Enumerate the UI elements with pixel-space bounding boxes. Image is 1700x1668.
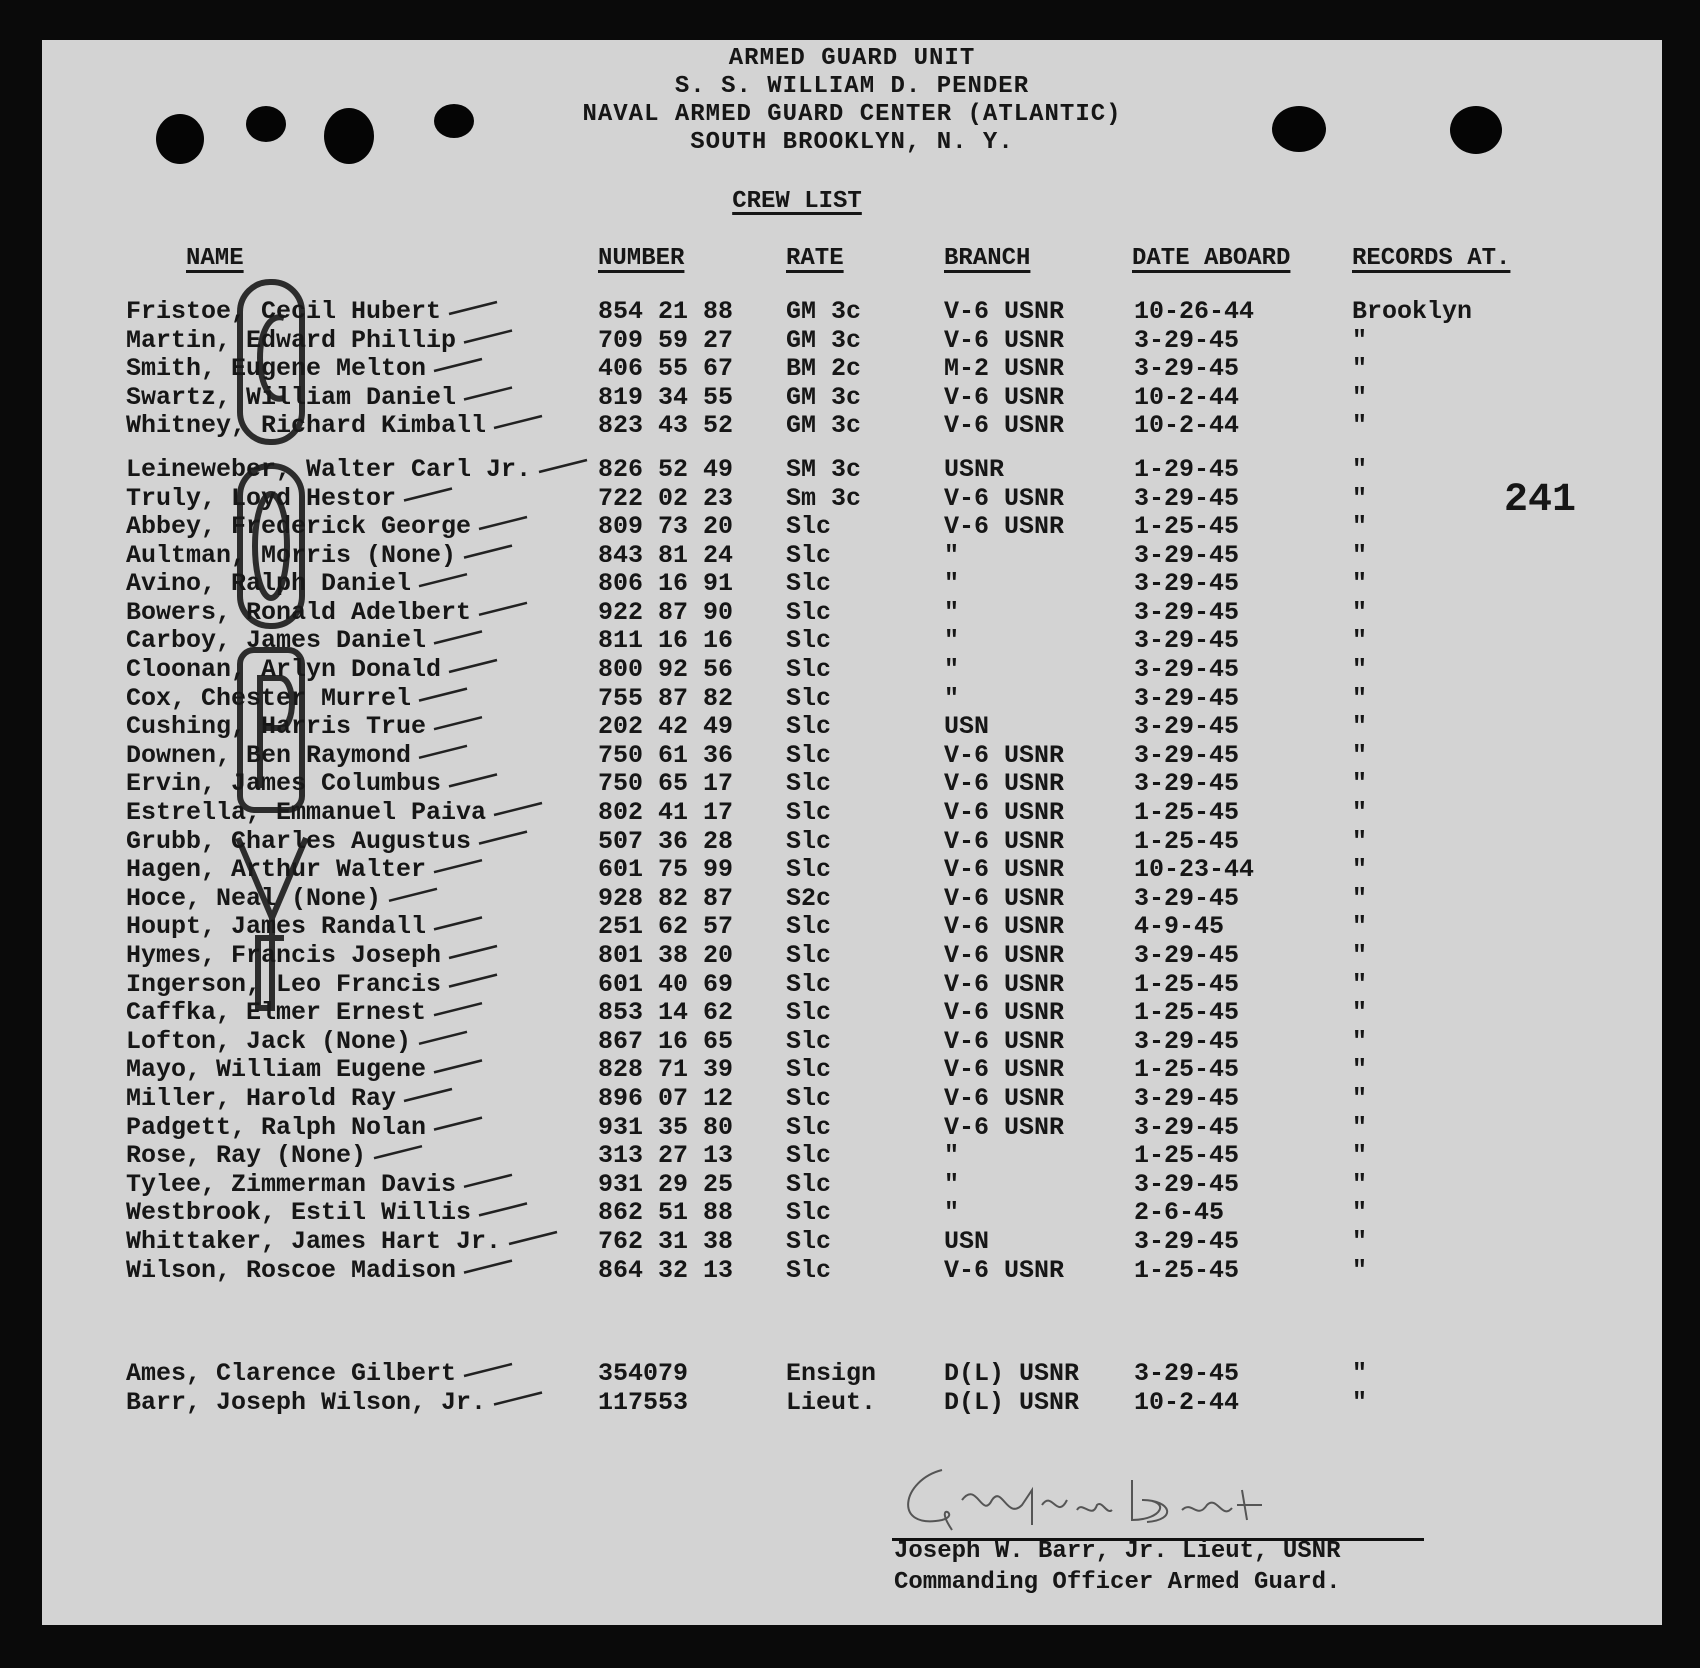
crew-branch: V-6 USNR [944, 1255, 1065, 1285]
crew-date-aboard: 10-23-44 [1134, 855, 1255, 885]
crew-name: Lofton, Jack (None) [126, 1026, 412, 1056]
crew-number: 843 81 24 [598, 540, 734, 570]
crew-branch: V-6 USNR [944, 411, 1065, 440]
crew-name: Padgett, Ralph Nolan [126, 1112, 427, 1142]
crew-records-at: " [1352, 483, 1368, 513]
crew-date-aboard: 3-29-45 [1134, 597, 1240, 627]
crew-date-aboard: 3-29-45 [1134, 712, 1240, 742]
crew-records-at: " [1352, 1084, 1368, 1113]
crew-number: 896 07 12 [598, 1084, 734, 1113]
crew-branch: V-6 USNR [944, 382, 1065, 412]
crew-branch: USN [944, 712, 990, 742]
crew-name: Rose, Ray (None) [126, 1141, 367, 1171]
crew-date-aboard: 3-29-45 [1134, 1359, 1240, 1388]
check-mark [464, 1364, 512, 1376]
check-mark [509, 1232, 557, 1244]
crew-rate: Sm 3c [786, 483, 862, 513]
crew-branch: V-6 USNR [944, 826, 1065, 856]
crew-name: Aultman, Morris (None) [126, 540, 457, 570]
check-mark [449, 946, 497, 958]
crew-branch: V-6 USNR [944, 798, 1065, 827]
crew-records-at: " [1352, 540, 1368, 570]
crew-records-at: " [1352, 1141, 1368, 1171]
crew-name: Houpt, James Randall [126, 912, 427, 942]
crew-rate: S2c [786, 883, 832, 913]
crew-number: 507 36 28 [598, 826, 734, 856]
crew-records-at: " [1352, 1198, 1368, 1228]
crew-number: 922 87 90 [598, 597, 734, 627]
crew-date-aboard: 2-6-45 [1134, 1198, 1225, 1228]
crew-name: Wilson, Roscoe Madison [126, 1255, 457, 1285]
crew-records-at: " [1352, 826, 1368, 856]
crew-number: 931 35 80 [598, 1112, 734, 1142]
crew-name: Grubb, Charles Augustus [126, 826, 472, 856]
handwritten-signature [882, 1460, 1302, 1540]
crew-branch: V-6 USNR [944, 740, 1065, 770]
crew-number: 828 71 39 [598, 1055, 734, 1085]
crew-name: Barr, Joseph Wilson, Jr. [126, 1387, 487, 1417]
check-mark [464, 1175, 512, 1187]
crew-branch: V-6 USNR [944, 1026, 1065, 1056]
column-header-number: NUMBER [598, 245, 685, 272]
crew-rate: Slc [786, 1055, 832, 1085]
crew-rate: Slc [786, 1141, 832, 1171]
crew-records-at: " [1352, 1112, 1368, 1142]
crew-name: Leineweber, Walter Carl Jr. [126, 455, 532, 484]
crew-records-at: " [1352, 569, 1368, 599]
crew-date-aboard: 1-25-45 [1134, 826, 1240, 856]
crew-number: 864 32 13 [598, 1255, 734, 1285]
crew-rate: GM 3c [786, 382, 862, 412]
page-number: 241 [1504, 478, 1577, 523]
crew-number: 750 65 17 [598, 769, 734, 799]
crew-name: Ingerson, Leo Francis [126, 969, 442, 999]
stamp-letter-o-outline [240, 466, 302, 626]
crew-records-at: " [1352, 941, 1368, 970]
crew-branch: " [944, 1198, 960, 1228]
crew-date-aboard: 4-9-45 [1134, 912, 1225, 942]
crew-number: 867 16 65 [598, 1026, 734, 1056]
crew-name: Cushing, Harris True [126, 712, 427, 742]
crew-branch: " [944, 540, 960, 570]
crew-records-at: " [1352, 1359, 1368, 1388]
crew-rate: Slc [786, 740, 832, 770]
crew-records-at: " [1352, 883, 1368, 913]
crew-records-at: " [1352, 411, 1368, 440]
crew-records-at: " [1352, 382, 1368, 412]
crew-records-at: Brooklyn [1352, 297, 1473, 326]
crew-number: 862 51 88 [598, 1198, 734, 1228]
signature-name: Joseph W. Barr, Jr. Lieut, USNR [894, 1538, 1341, 1565]
check-mark [419, 1032, 467, 1044]
crew-number: 811 16 16 [598, 626, 734, 656]
column-header-branch: BRANCH [944, 245, 1031, 272]
crew-date-aboard: 1-25-45 [1134, 969, 1240, 999]
crew-branch: V-6 USNR [944, 883, 1065, 913]
check-mark [449, 975, 497, 987]
crew-number: 601 40 69 [598, 969, 734, 999]
crew-date-aboard: 1-25-45 [1134, 1255, 1240, 1285]
crew-name: Hagen, Arthur Walter [126, 855, 427, 885]
crew-records-at: " [1352, 1227, 1368, 1256]
crew-rate: Slc [786, 626, 832, 656]
crew-date-aboard: 1-25-45 [1134, 998, 1240, 1028]
check-mark [494, 416, 542, 428]
crew-name: Cloonan, Arlyn Donald [126, 655, 442, 684]
stamp-letter-p [260, 678, 292, 788]
crew-date-aboard: 3-29-45 [1134, 483, 1240, 513]
crew-rate: Slc [786, 712, 832, 742]
crew-branch: V-6 USNR [944, 1084, 1065, 1113]
crew-branch: V-6 USNR [944, 941, 1065, 970]
crew-date-aboard: 1-25-45 [1134, 512, 1240, 541]
crew-rate: Slc [786, 683, 832, 713]
crew-number: 801 38 20 [598, 941, 734, 970]
crew-date-aboard: 3-29-45 [1134, 1026, 1240, 1056]
crew-date-aboard: 1-25-45 [1134, 1055, 1240, 1085]
crew-rate: Slc [786, 1112, 832, 1142]
crew-date-aboard: 3-29-45 [1134, 540, 1240, 570]
crew-number: 117553 [598, 1387, 689, 1417]
crew-records-at: " [1352, 712, 1368, 742]
crew-branch: " [944, 1169, 960, 1199]
check-mark [464, 1261, 512, 1273]
crew-date-aboard: 3-29-45 [1134, 1112, 1240, 1142]
crew-branch: V-6 USNR [944, 483, 1065, 513]
crew-number: 802 41 17 [598, 798, 734, 827]
crew-records-at: " [1352, 1387, 1368, 1417]
crew-name: Fristoe, Cecil Hubert [126, 297, 442, 326]
stamp-letter-y [238, 838, 306, 1008]
crew-date-aboard: 3-29-45 [1134, 683, 1240, 713]
crew-branch: V-6 USNR [944, 855, 1065, 885]
crew-date-aboard: 3-29-45 [1134, 1084, 1240, 1113]
crew-rate: Slc [786, 1026, 832, 1056]
check-mark [464, 331, 512, 343]
crew-number: 762 31 38 [598, 1227, 734, 1256]
crew-records-at: " [1352, 998, 1368, 1028]
crew-branch: " [944, 655, 960, 684]
crew-number: 854 21 88 [598, 297, 734, 326]
crew-name: Swartz, William Daniel [126, 382, 457, 412]
check-mark [539, 460, 587, 472]
crew-records-at: " [1352, 455, 1368, 484]
crew-branch: V-6 USNR [944, 325, 1065, 355]
crew-branch: M-2 USNR [944, 354, 1065, 383]
crew-date-aboard: 3-29-45 [1134, 569, 1240, 599]
crew-name: Abbey, Frederick George [126, 512, 472, 541]
crew-records-at: " [1352, 912, 1368, 942]
crew-records-at: " [1352, 969, 1368, 999]
crew-number: 354079 [598, 1359, 689, 1388]
crew-number: 806 16 91 [598, 569, 734, 599]
crew-branch: " [944, 569, 960, 599]
crew-number: 826 52 49 [598, 455, 734, 484]
crew-records-at: " [1352, 798, 1368, 827]
crew-name: Miller, Harold Ray [126, 1084, 397, 1113]
check-mark [494, 803, 542, 815]
crew-rate: Lieut. [786, 1387, 877, 1417]
crew-date-aboard: 3-29-45 [1134, 740, 1240, 770]
check-mark [449, 660, 497, 672]
crew-rate: Slc [786, 941, 832, 970]
crew-name: Hymes, Francis Joseph [126, 941, 442, 970]
page-title: CREW LIST [732, 188, 862, 215]
signature-block [894, 1536, 1340, 1598]
crew-name: Ames, Clarence Gilbert [126, 1359, 457, 1388]
crew-name: Ervin, James Columbus [126, 769, 442, 799]
crew-date-aboard: 10-26-44 [1134, 297, 1255, 326]
crew-rate: Ensign [786, 1359, 877, 1388]
crew-records-at: " [1352, 855, 1368, 885]
crew-branch: " [944, 1141, 960, 1171]
crew-number: 313 27 13 [598, 1141, 734, 1171]
check-mark [449, 302, 497, 314]
check-mark [374, 1146, 422, 1158]
check-mark [434, 1060, 482, 1072]
crew-rate: Slc [786, 540, 832, 570]
check-mark [434, 860, 482, 872]
check-mark [389, 889, 437, 901]
crew-number: 406 55 67 [598, 354, 734, 383]
crew-date-aboard: 1-25-45 [1134, 1141, 1240, 1171]
crew-number: 931 29 25 [598, 1169, 734, 1199]
check-mark [404, 1089, 452, 1101]
check-mark [434, 631, 482, 643]
crew-date-aboard: 3-29-45 [1134, 626, 1240, 656]
crew-rate: GM 3c [786, 325, 862, 355]
crew-branch: D(L) USNR [944, 1359, 1080, 1388]
check-mark [434, 1118, 482, 1130]
crew-branch: USNR [944, 455, 1005, 484]
crew-name: Hoce, Neal (None) [126, 883, 382, 913]
check-mark [434, 1003, 482, 1015]
crew-name: Estrella, Emmanuel Paiva [126, 798, 487, 827]
column-header-rate: RATE [786, 245, 844, 272]
column-header-name: NAME [186, 245, 244, 272]
crew-name: Smith, Eugene Melton [126, 354, 427, 383]
crew-date-aboard: 1-29-45 [1134, 455, 1240, 484]
crew-number: 928 82 87 [598, 883, 734, 913]
crew-branch: USN [944, 1227, 990, 1256]
check-mark [464, 388, 512, 400]
crew-rate: BM 2c [786, 354, 862, 383]
crew-name: Carboy, James Daniel [126, 626, 427, 656]
crew-branch: V-6 USNR [944, 1055, 1065, 1085]
crew-rate: Slc [786, 1169, 832, 1199]
crew-records-at: " [1352, 1055, 1368, 1085]
crew-branch: V-6 USNR [944, 969, 1065, 999]
crew-rate: Slc [786, 512, 832, 541]
document-page [42, 40, 1662, 1625]
crew-date-aboard: 3-29-45 [1134, 655, 1240, 684]
crew-number: 853 14 62 [598, 998, 734, 1028]
crew-name: Westbrook, Estil Willis [126, 1198, 472, 1228]
check-mark [419, 689, 467, 701]
crew-rate: Slc [786, 1227, 832, 1256]
crew-records-at: " [1352, 683, 1368, 713]
crew-number: 251 62 57 [598, 912, 734, 942]
crew-records-at: " [1352, 325, 1368, 355]
crew-rate: SM 3c [786, 455, 862, 484]
header-ship: S. S. WILLIAM D. PENDER [674, 73, 1030, 100]
check-mark [479, 517, 527, 529]
crew-name: Martin, Edward Phillip [126, 325, 457, 355]
crew-records-at: " [1352, 626, 1368, 656]
crew-number: 809 73 20 [598, 512, 734, 541]
crew-date-aboard: 3-29-45 [1134, 883, 1240, 913]
crew-name: Whittaker, James Hart Jr. [126, 1227, 502, 1256]
crew-rate: GM 3c [786, 297, 862, 326]
check-mark [434, 359, 482, 371]
check-mark [479, 832, 527, 844]
crew-branch: V-6 USNR [944, 512, 1065, 541]
crew-number: 722 02 23 [598, 483, 734, 513]
crew-records-at: " [1352, 597, 1368, 627]
crew-rate: Slc [786, 597, 832, 627]
crew-records-at: " [1352, 512, 1368, 541]
stamp-letter-c-outline [240, 282, 302, 442]
crew-records-at: " [1352, 1169, 1368, 1199]
crew-rate: Slc [786, 912, 832, 942]
crew-date-aboard: 1-25-45 [1134, 798, 1240, 827]
check-mark [464, 546, 512, 558]
crew-records-at: " [1352, 740, 1368, 770]
crew-rate: Slc [786, 1084, 832, 1113]
crew-name: Bowers, Ronald Adelbert [126, 597, 472, 627]
header-unit: ARMED GUARD UNIT [728, 45, 976, 72]
check-mark [419, 574, 467, 586]
crew-name: Mayo, William Eugene [126, 1055, 427, 1085]
check-mark [419, 746, 467, 758]
crew-name: Cox, Chester Murrel [126, 683, 412, 713]
crew-records-at: " [1352, 1255, 1368, 1285]
crew-date-aboard: 3-29-45 [1134, 769, 1240, 799]
crew-rate: Slc [786, 655, 832, 684]
check-mark [494, 1393, 542, 1405]
crew-name: Tylee, Zimmerman Davis [126, 1169, 457, 1199]
header-location: SOUTH BROOKLYN, N. Y. [690, 129, 1014, 156]
crew-records-at: " [1352, 769, 1368, 799]
crew-branch: V-6 USNR [944, 912, 1065, 942]
column-header-records: RECORDS AT. [1352, 245, 1511, 272]
crew-rate: Slc [786, 969, 832, 999]
crew-rate: Slc [786, 998, 832, 1028]
crew-date-aboard: 10-2-44 [1134, 1387, 1240, 1417]
crew-date-aboard: 3-29-45 [1134, 941, 1240, 970]
crew-branch: " [944, 626, 960, 656]
header-center: NAVAL ARMED GUARD CENTER (ATLANTIC) [582, 101, 1122, 128]
crew-rate: Slc [786, 569, 832, 599]
crew-branch: V-6 USNR [944, 297, 1065, 326]
crew-date-aboard: 3-29-45 [1134, 1169, 1240, 1199]
check-mark [479, 1203, 527, 1215]
crew-number: 800 92 56 [598, 655, 734, 684]
crew-branch: " [944, 597, 960, 627]
crew-records-at: " [1352, 354, 1368, 383]
stamp-letter-c [260, 317, 284, 398]
crew-number: 601 75 99 [598, 855, 734, 885]
crew-date-aboard: 3-29-45 [1134, 354, 1240, 383]
crew-branch: " [944, 683, 960, 713]
crew-rate: Slc [786, 1255, 832, 1285]
crew-number: 755 87 82 [598, 683, 734, 713]
crew-rate: Slc [786, 855, 832, 885]
crew-branch: V-6 USNR [944, 769, 1065, 799]
crew-number: 819 34 55 [598, 382, 734, 412]
check-mark [434, 917, 482, 929]
crew-rate: Slc [786, 826, 832, 856]
stamp-letter-o [255, 494, 287, 598]
crew-name: Truly, Loyd Hestor [126, 483, 397, 513]
crew-records-at: " [1352, 655, 1368, 684]
crew-rate: Slc [786, 769, 832, 799]
check-mark [449, 774, 497, 786]
crew-branch: V-6 USNR [944, 1112, 1065, 1142]
crew-number: 750 61 36 [598, 740, 734, 770]
check-mark [434, 717, 482, 729]
crew-name: Downen, Ben Raymond [126, 740, 412, 770]
crew-number: 823 43 52 [598, 411, 734, 440]
column-header-date: DATE ABOARD [1132, 245, 1291, 272]
crew-rate: GM 3c [786, 411, 862, 440]
crew-date-aboard: 3-29-45 [1134, 325, 1240, 355]
crew-branch: D(L) USNR [944, 1387, 1080, 1417]
crew-date-aboard: 3-29-45 [1134, 1227, 1240, 1256]
crew-rate: Slc [786, 1198, 832, 1228]
signature-title: Commanding Officer Armed Guard. [894, 1569, 1341, 1596]
check-mark [479, 603, 527, 615]
check-mark [404, 489, 452, 501]
crew-name: Caffka, Elmer Ernest [126, 998, 427, 1028]
crew-rate: Slc [786, 798, 832, 827]
crew-records-at: " [1352, 1026, 1368, 1056]
copy-stamp [232, 278, 342, 1018]
crew-number: 709 59 27 [598, 325, 734, 355]
crew-name: Whitney, Richard Kimball [126, 411, 487, 440]
crew-number: 202 42 49 [598, 712, 734, 742]
crew-date-aboard: 10-2-44 [1134, 411, 1240, 440]
crew-name: Avino, Ralph Daniel [126, 569, 412, 599]
crew-date-aboard: 10-2-44 [1134, 382, 1240, 412]
crew-branch: V-6 USNR [944, 998, 1065, 1028]
